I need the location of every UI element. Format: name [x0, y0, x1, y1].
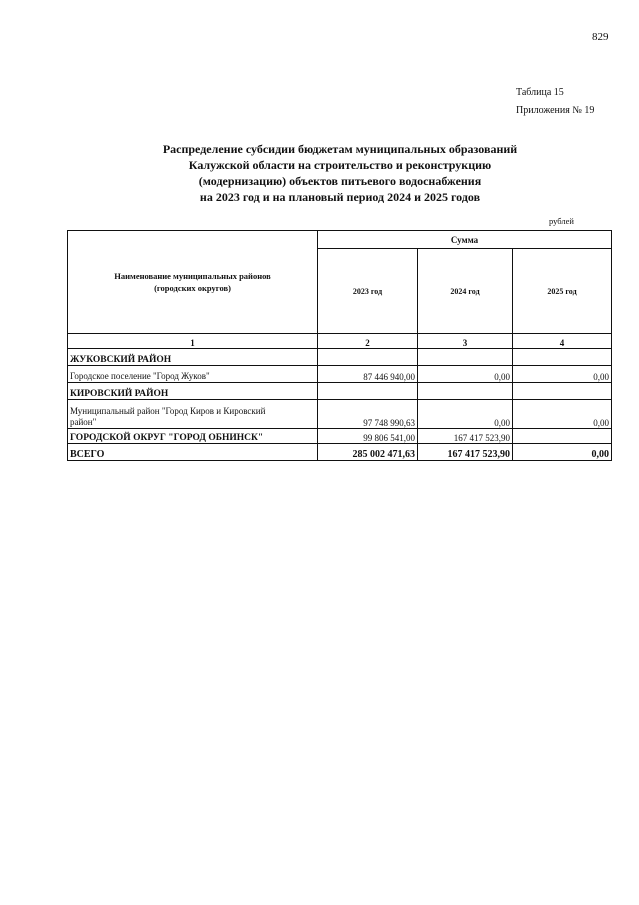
empty-cell [513, 383, 612, 400]
district-name: ЖУКОВСКИЙ РАЙОН [68, 349, 318, 366]
total-2023: 285 002 471,63 [318, 444, 418, 461]
header-row [68, 231, 612, 249]
empty-cell [418, 349, 513, 366]
okrug-name: ГОРОДСКОЙ ОКРУГ "ГОРОД ОБНИНСК" [68, 429, 318, 444]
column-number: 3 [418, 334, 513, 349]
value-2023: 87 446 940,00 [318, 366, 418, 383]
header-name-cell [68, 231, 318, 334]
value-2024: 0,00 [418, 366, 513, 383]
table-row [68, 366, 612, 383]
document-title [60, 141, 620, 205]
title-line: на 2023 год и на плановый период 2024 и 2025 годов [199, 190, 481, 204]
table-reference [516, 84, 594, 120]
value-2024: 167 417 523,90 [418, 429, 513, 444]
value-2024: 0,00 [418, 400, 513, 429]
total-row [68, 444, 612, 461]
units-label: рублей [549, 216, 574, 226]
column-number-row [68, 334, 612, 349]
header-sum-cell: Сумма [318, 231, 612, 249]
title-line: Распределение субсидии бюджетам муниципальных образований [162, 142, 518, 156]
empty-cell [418, 383, 513, 400]
header-year-2023: 2023 год [318, 249, 418, 334]
district-name: КИРОВСКИЙ РАЙОН [68, 383, 318, 400]
municipality-name-line: район" [70, 417, 97, 427]
municipality-name [68, 400, 318, 429]
municipality-name: Городское поселение "Город Жуков" [68, 366, 318, 383]
title-line: (модернизацию) объектов питьевого водоснабжения [198, 174, 482, 188]
district-row-zhukov [68, 349, 612, 366]
table-label: Таблица 15 [516, 87, 564, 98]
header-year-2025: 2025 год [513, 249, 612, 334]
total-2025: 0,00 [513, 444, 612, 461]
column-number: 4 [513, 334, 612, 349]
header-name-line: Наименование муниципальных районов [114, 271, 271, 281]
title-line: Калужской области на строительство и реконструкцию [188, 158, 492, 172]
value-2025 [513, 429, 612, 444]
table-row [68, 400, 612, 429]
total-2024: 167 417 523,90 [418, 444, 513, 461]
value-2025: 0,00 [513, 400, 612, 429]
empty-cell [318, 349, 418, 366]
empty-cell [318, 383, 418, 400]
value-2023: 97 748 990,63 [318, 400, 418, 429]
appendix-label: Приложения № 19 [516, 105, 595, 116]
header-year-2024: 2024 год [418, 249, 513, 334]
value-2023: 99 806 541,00 [318, 429, 418, 444]
page-number: 829 [592, 31, 609, 43]
municipality-name-line: Муниципальный район "Город Киров и Кировский [70, 406, 266, 416]
value-2025: 0,00 [513, 366, 612, 383]
table-row-obninsk [68, 429, 612, 444]
total-label: ВСЕГО [68, 444, 318, 461]
subsidy-table [67, 230, 612, 461]
column-number: 1 [68, 334, 318, 349]
header-name-line: (городских округов) [154, 283, 231, 293]
district-row-kirov [68, 383, 612, 400]
column-number: 2 [318, 334, 418, 349]
empty-cell [513, 349, 612, 366]
